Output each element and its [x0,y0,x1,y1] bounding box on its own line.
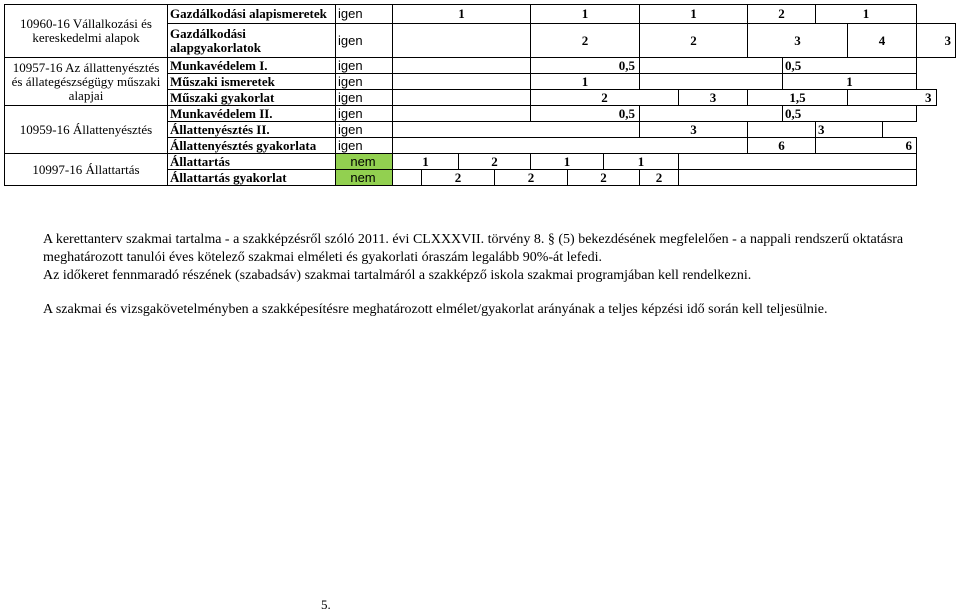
subject-cell: Műszaki ismeretek [168,74,336,90]
flag-cell: igen [336,24,393,58]
note-paragraph-3: A szakmai és vizsgakövetelményben a szakképesítésre meghatározott elmélet/gyakorlat arányának a teljes képzési idő során kell teljesülnie. [43,302,828,317]
value-cell: 3 [917,24,956,58]
table-row [5,5,956,24]
flag-cell: nem [336,170,393,186]
value-cell: 3 [640,122,748,138]
value-cell: 1 [393,5,531,24]
value-cell: 0,5 [783,58,917,74]
value-cell: 1 [531,154,604,170]
note-paragraph-1: A kerettanterv szakmai tartalma - a szakképzésről szóló 2011. évi CLXXXVII. törvény 8. § (5) bekezdésének megfelelően - a nappali rendszerű oktatásra meghatározott tanulói éves kötelező szakmai elméleti és gyakorlati óraszám legalább 90%-át lefedi. [43,232,904,265]
value-cell: 3 [748,24,848,58]
value-cell: 2 [495,170,568,186]
flag-cell: igen [336,5,393,24]
flag-cell: igen [336,90,393,106]
value-cell: 1 [393,154,459,170]
module-cell: 10960-16 Vállalkozási és kereskedelmi alapok [5,5,168,58]
value-cell: 1 [531,5,640,24]
table-row [5,58,956,74]
value-cell: 6 [748,138,816,154]
value-cell: 2 [459,154,531,170]
subject-cell: Állattartás gyakorlat [168,170,336,186]
flag-cell: igen [336,106,393,122]
value-cell: 0,5 [783,106,917,122]
flag-cell: igen [336,58,393,74]
value-cell: 0,5 [531,106,640,122]
value-cell: 2 [568,170,640,186]
flag-cell: igen [336,138,393,154]
value-cell: 3 [679,90,748,106]
value-cell: 1 [816,5,917,24]
value-cell: 1 [783,74,917,90]
curriculum-table [4,4,956,186]
value-cell: 1 [531,74,640,90]
value-cell: 3 [848,90,936,106]
value-cell: 6 [816,138,917,154]
value-cell: 2 [640,170,679,186]
value-cell: 2 [422,170,495,186]
value-cell: 2 [640,24,748,58]
flag-cell: nem [336,154,393,170]
flag-cell: igen [336,74,393,90]
table-row [5,106,956,122]
subject-cell: Munkavédelem I. [168,58,336,74]
subject-cell: Munkavédelem II. [168,106,336,122]
subject-cell: Gazdálkodási alapismeretek [168,5,336,24]
table-row [5,154,956,170]
subject-cell: Műszaki gyakorlat [168,90,336,106]
value-cell: 1 [604,154,679,170]
value-cell: 2 [531,90,679,106]
value-cell: 1,5 [748,90,848,106]
subject-cell: Gazdálkodási alapgyakorlatok [168,24,336,58]
module-cell: 10997-16 Állattartás [5,154,168,186]
value-cell: 1 [640,5,748,24]
value-cell: 3 [816,122,883,138]
value-cell: 0,5 [531,58,640,74]
value-cell: 2 [748,5,816,24]
module-cell: 10959-16 Állattenyésztés [5,106,168,154]
subject-cell: Állattenyésztés gyakorlata [168,138,336,154]
subject-cell: Állattenyésztés II. [168,122,336,138]
note-paragraph-2: Az időkeret fennmaradó részének (szabadsáv) szakmai tartalmáról a szakképző iskola szakmai programjában kell rendelkezni. [43,268,752,283]
value-cell: 2 [531,24,640,58]
module-cell: 10957-16 Az állattenyésztés és állategészségügy műszaki alapjai [5,58,168,106]
value-cell: 4 [848,24,917,58]
page-number: 5. [321,597,331,612]
flag-cell: igen [336,122,393,138]
subject-cell: Állattartás [168,154,336,170]
